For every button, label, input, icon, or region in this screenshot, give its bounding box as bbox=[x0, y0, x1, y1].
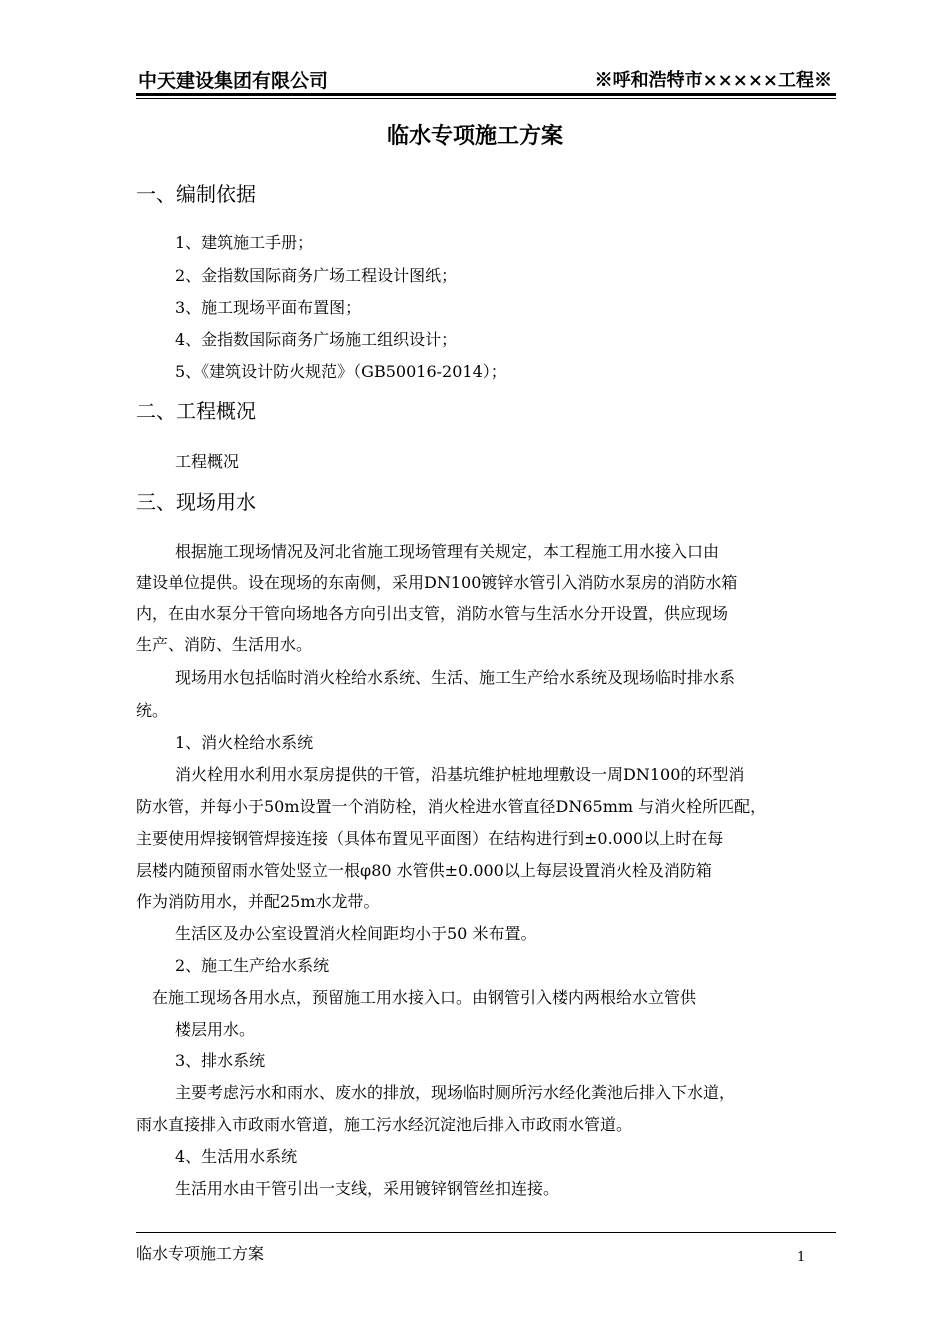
section-heading-overview: 二、工程概况 bbox=[136, 399, 256, 423]
body-line: 防水管，并每小于50m设置一个消防栓，消火栓进水管直径DN65mm 与消火栓所匹配， bbox=[136, 797, 767, 816]
body-line: 内，在由水泵分干管向场地各方向引出支管，消防水管与生活水分开设置，供应现场 bbox=[136, 604, 729, 623]
basis-item: 3、施工现场平面布置图； bbox=[175, 298, 362, 317]
body-line: 统。 bbox=[136, 701, 169, 720]
body-line: 生产、消防、生活用水。 bbox=[136, 635, 313, 654]
body-line: 主要使用焊接钢管焊接连接（具体布置见平面图）在结构进行到±0.000以上时在每 bbox=[136, 829, 724, 848]
basis-item: 4、金指数国际商务广场施工组织设计； bbox=[175, 330, 458, 349]
body-line: 楼层用水。 bbox=[175, 1020, 256, 1039]
body-line: 生活区及办公室设置消火栓间距均小于50 米布置。 bbox=[175, 924, 537, 943]
header-rule-thick bbox=[136, 93, 836, 96]
footer-doc-title: 临水专项施工方案 bbox=[136, 1244, 265, 1263]
body-line: 雨水直接排入市政雨水管道，施工污水经沉淀池后排入市政雨水管道。 bbox=[136, 1115, 633, 1134]
subsection-heading: 3、排水系统 bbox=[175, 1051, 266, 1070]
body-line: 主要考虑污水和雨水、废水的排放，现场临时厕所污水经化粪池后排入下水道， bbox=[175, 1083, 736, 1102]
header-project: ※呼和浩特市×××××工程※ bbox=[594, 70, 832, 91]
basis-item: 1、建筑施工手册； bbox=[175, 233, 314, 252]
footer-rule bbox=[136, 1232, 836, 1233]
basis-item: 2、金指数国际商务广场工程设计图纸； bbox=[175, 266, 458, 285]
body-line: 在施工现场各用水点，预留施工用水接入口。由钢管引入楼内两根给水立管供 bbox=[152, 988, 697, 1007]
header-company: 中天建设集团有限公司 bbox=[138, 70, 329, 92]
subsection-heading: 1、消火栓给水系统 bbox=[175, 733, 314, 752]
subsection-heading: 2、施工生产给水系统 bbox=[175, 956, 330, 975]
body-line: 现场用水包括临时消火栓给水系统、生活、施工生产给水系统及现场临时排水系 bbox=[175, 668, 736, 687]
overview-text: 工程概况 bbox=[175, 452, 240, 471]
page-title: 临水专项施工方案 bbox=[386, 124, 563, 149]
body-line: 根据施工现场情况及河北省施工现场管理有关规定，本工程施工用水接入口由 bbox=[175, 542, 720, 561]
body-line: 生活用水由干管引出一支线，采用镀锌钢管丝扣连接。 bbox=[175, 1179, 560, 1198]
body-line: 消火栓用水利用水泵房提供的干管，沿基坑维护桩地埋敷设一周DN100的环型消 bbox=[175, 765, 745, 784]
body-line: 层楼内随预留雨水管处竖立一根φ80 水管供±0.000以上每层设置消火栓及消防箱 bbox=[136, 861, 712, 880]
section-heading-basis: 一、编制依据 bbox=[136, 182, 256, 206]
section-heading-water: 三、现场用水 bbox=[136, 490, 256, 514]
subsection-heading: 4、生活用水系统 bbox=[175, 1147, 298, 1166]
basis-item: 5、《建筑设计防火规范》（GB50016-2014）； bbox=[175, 362, 507, 381]
body-line: 建设单位提供。设在现场的东南侧，采用DN100镀锌水管引入消防水泵房的消防水箱 bbox=[136, 573, 738, 592]
page-number: 1 bbox=[797, 1250, 806, 1265]
header-rule-thin bbox=[136, 98, 836, 99]
body-line: 作为消防用水，并配25m水龙带。 bbox=[136, 892, 380, 911]
